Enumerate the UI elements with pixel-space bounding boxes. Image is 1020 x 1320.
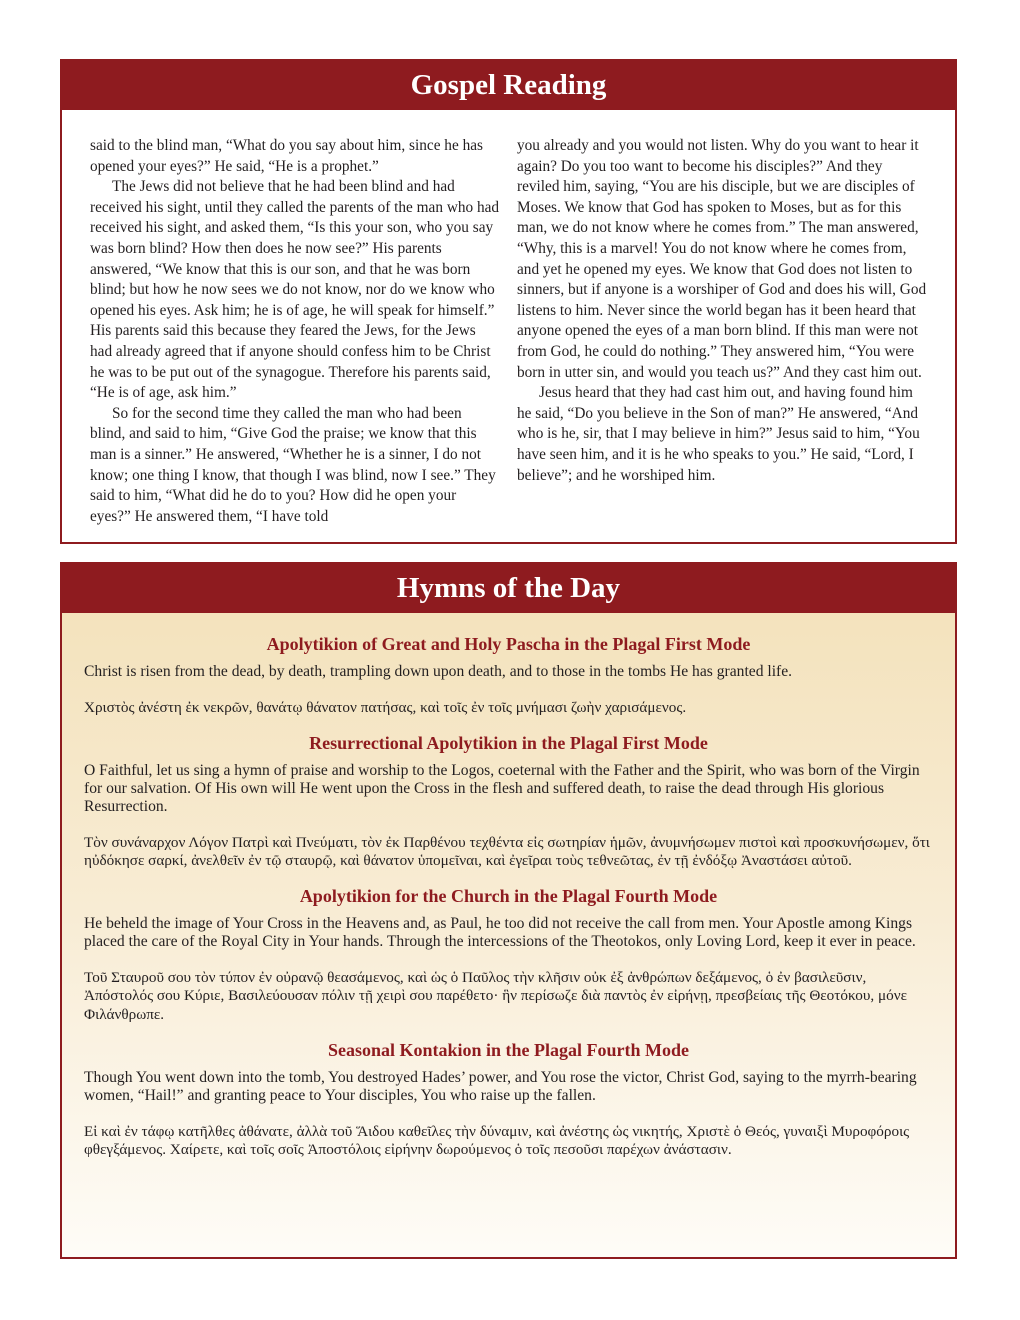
hymn-title: Resurrectional Apolytikion in the Plagal First Mode — [309, 732, 708, 753]
hymn-english-text: He beheld the image of Your Cross in the Heavens and, as Paul, he too did not receive the call from men. Your Apostle among Kings placed the care of the Royal City in Your hands. Through the intercessions of the Theotokos, only Loving Lord, keep it ever in peace. — [84, 914, 916, 950]
gospel-right-column — [517, 136, 927, 527]
hymn-greek-text: Τὸν συνάναρχον Λόγον Πατρὶ καὶ Πνεύματι, τὸν ἐκ Παρθένου τεχθέντα εἰς σωτηρίαν ἡμῶν, ἀνυμνήσωμεν πιστοὶ καὶ προσκυνήσωμεν, ὅτι ηὐδόκησε σαρκί, ἀνελθεῖν ἐν τῷ σταυρῷ, καὶ θάνατον ὑπομεῖναι, καὶ ἐγεῖραι τοὺς τεθνεῶτας, ἐν τῇ ἐνδόξῳ Ἀναστάσει αὐτοῦ. — [84, 833, 930, 870]
hymn-title: Apolytikion for the Church in the Plagal Fourth Mode — [299, 885, 718, 906]
gospel-paragraph: Jesus heard that they had cast him out, and having found him he said, “Do you believe in the Son of man?” He answered, “And who is he, sir, that I may believe in him?” Jesus said to him, “You have seen him, and it is he who speaks to you.” He said, “Lord, I believe”; and he worshiped him. — [517, 384, 920, 484]
gospel-paragraph: So for the second time they called the man who had been blind, and said to him, “Give God the praise; we know that this man is a sinner.” He answered, “Whether he is a sinner, I do not know; one thing I know, that though I was blind, now I see.” They said to him, “What did he do to you? How did he open your eyes?” He answered them, “I have told — [90, 404, 496, 525]
hymn-item — [84, 732, 933, 871]
gospel-reading-section — [60, 59, 957, 544]
hymns-title: Hymns of the Day — [61, 563, 956, 613]
hymn-title: Seasonal Kontakion in the Plagal Fourth Mode — [327, 1039, 690, 1060]
hymn-item — [84, 885, 933, 1025]
hymns-of-the-day-section — [60, 562, 957, 1259]
hymn-greek-text: Χριστὸς ἀνέστη ἐκ νεκρῶν, θανάτῳ θάνατον πατήσας, καὶ τοῖς ἐν τοῖς μνήμασι ζωὴν χαρισάμενος. — [84, 699, 687, 716]
hymn-greek-text: Εἰ καὶ ἐν τάφῳ κατῆλθες ἀθάνατε, ἀλλὰ τοῦ Ἅιδου καθεῖλες τὴν δύναμιν, καὶ ἀνέστης ὡς νικητής, Χριστὲ ὁ Θεός, γυναιξὶ Μυροφόροις φθεγξάμενος. Χαίρετε, καὶ τοῖς σοῖς Ἀποστόλοις εἰρήνην δωρούμενος ὁ τοῖς πεσοῦσι παρέχων ἀνάστασιν. — [84, 1122, 910, 1159]
gospel-paragraph: The Jews did not believe that he had been blind and had received his sight, until they called the parents of the man who had received his sight, and asked them, “Is this your son, who you say was born blind? How then does he now see?” His parents answered, “We know that this is our son, and that he was born blind; but how he now sees we do not know, nor do we know who opened his eyes. Ask him; he is of age, he will speak for himself.” His parents said this because they feared the Jews, for the Jews had already agreed that if anyone should confess him to be Christ he was to be put out of the synagogue. Therefore his parents said, “He is of age, ask him.” — [90, 178, 500, 402]
hymn-title: Apolytikion of Great and Holy Pascha in the Plagal First Mode — [266, 634, 751, 654]
hymn-item — [84, 1039, 933, 1160]
hymn-item — [84, 633, 933, 718]
gospel-left-column — [90, 136, 500, 527]
hymn-greek-text: Τοῦ Σταυροῦ σου τὸν τύπον ἐν οὐρανῷ θεασάμενος, καὶ ὡς ὁ Παῦλος τὴν κλῆσιν οὐκ ἐξ ἀνθρώπων δεξάμενος, ὁ ἐν βασιλεῦσιν, Ἀπόστολός σου Κύριε, Βασιλεύουσαν πόλιν τῇ χειρὶ σου παρέθετο· ἣν περίσωζε διὰ παντὸς ἐν εἰρήνῃ, πρεσβείαις τῆς Θεοτόκου, μόνε Φιλάνθρωπε. — [84, 968, 907, 1023]
gospel-reading-title: Gospel Reading — [61, 60, 956, 110]
gospel-paragraph: said to the blind man, “What do you say about him, since he has opened your eyes?” He said, “He is a prophet.” — [90, 137, 483, 175]
hymns-list — [62, 613, 955, 1160]
gospel-paragraph: you already and you would not listen. Why do you want to hear it again? Do you too want to become his disciples?” And they reviled him, saying, “You are his disciple, but we are disciples of Moses. We know that God has spoken to Moses, but as for this man, we do not know where he comes from.” The man answered, “Why, this is a marvel! You do not know where he comes from, and yet he opened my eyes. We know that God does not listen to sinners, but if anyone is a worshiper of God and does his will, God listens to him. Never since the world began has it been heard that anyone opened the eyes of a man born blind. If this man were not from God, he could do nothing.” They answered him, “You were born in utter sin, and would you teach us?” And they cast him out. — [517, 137, 927, 381]
hymn-english-text: Christ is risen from the dead, by death, trampling down upon death, and to those in the tombs He has granted life. — [84, 663, 793, 680]
hymn-english-text: O Faithful, let us sing a hymn of praise and worship to the Logos, coeternal with the Father and the Spirit, who was born of the Virgin for our salvation. Of His own will He went upon the Cross in the flesh and suffered death, to raise the dead through His glorious Resurrection. — [84, 761, 920, 815]
hymn-english-text: Though You went down into the tomb, You destroyed Hades’ power, and You rose the victor, Christ God, saying to the myrrh-bearing women, “Hail!” and granting peace to Your disciples, You who raise up the fallen. — [84, 1068, 917, 1104]
gospel-text-columns — [90, 136, 927, 527]
